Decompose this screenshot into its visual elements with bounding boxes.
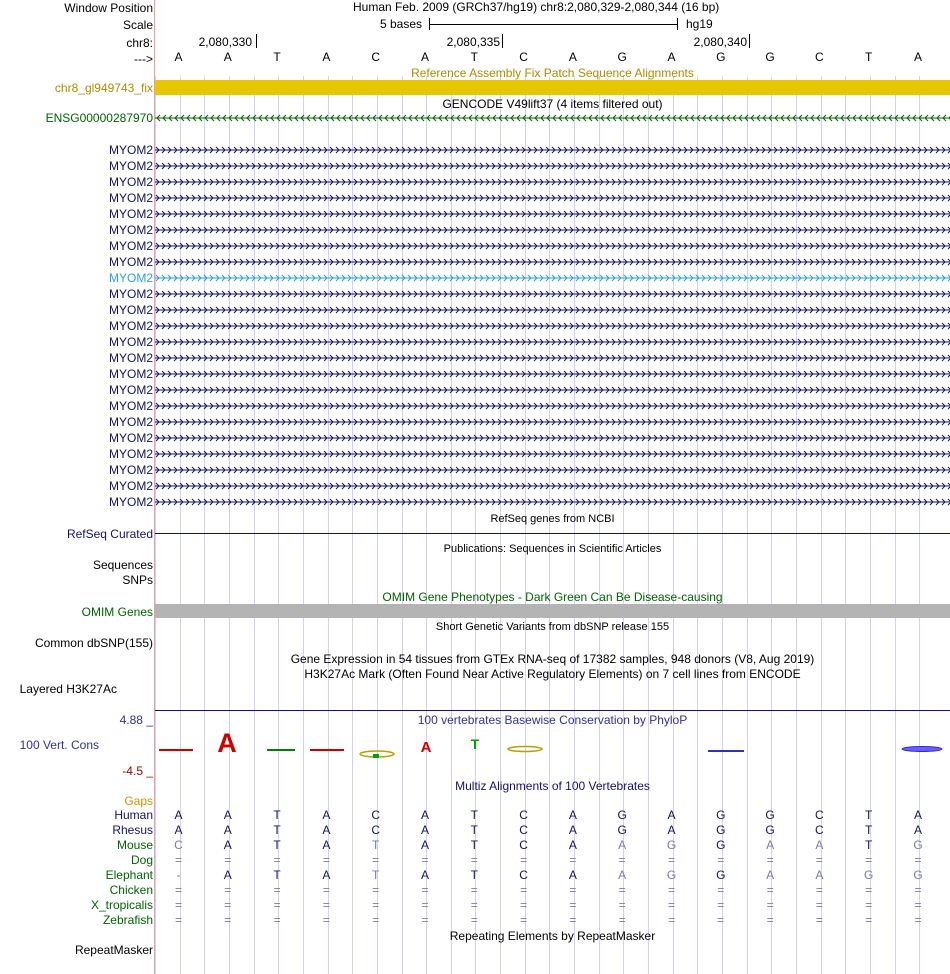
dbsnp-title: Short Genetic Variants from dbSNP release 155	[435, 621, 670, 633]
alignment-base: =	[520, 853, 528, 867]
alignment-base: C	[174, 838, 183, 852]
alignment-base: A	[568, 838, 577, 852]
alignment-base: =	[470, 883, 478, 897]
alignment-base: =	[569, 898, 577, 912]
alignment-base: A	[174, 823, 183, 837]
myom2-feature[interactable]	[155, 367, 950, 381]
alignment-base: =	[667, 898, 675, 912]
alignment-base: G	[864, 868, 874, 882]
phylop-letter-2: A	[217, 730, 237, 758]
myom2-label[interactable]: MYOM2	[108, 191, 153, 205]
myom2-feature[interactable]	[155, 207, 950, 221]
alignment-base: G	[716, 808, 726, 822]
myom2-label[interactable]: MYOM2	[108, 255, 153, 269]
alignment-base: =	[520, 898, 528, 912]
refseq-feature-line[interactable]	[155, 533, 950, 534]
alignment-base: =	[815, 898, 823, 912]
myom2-feature[interactable]	[155, 191, 950, 205]
alignment-base: G	[666, 838, 677, 852]
species-label[interactable]: Human	[114, 808, 153, 822]
reference-base: A	[322, 50, 331, 64]
alignment-base: =	[914, 853, 922, 867]
myom2-feature[interactable]	[155, 271, 950, 285]
alignment-base: =	[224, 913, 232, 927]
alignment-base: C	[815, 823, 824, 837]
alignment-base: A	[420, 868, 429, 882]
window-position-text: Human Feb. 2009 (GRCh37/hg19) chr8:2,080,329-2,080,344 (16 bp)	[353, 0, 720, 14]
alignment-base: T	[865, 808, 873, 822]
repeatmasker-label[interactable]: RepeatMasker	[74, 943, 153, 957]
dbsnp-label[interactable]: Common dbSNP(155)	[34, 636, 153, 650]
myom2-label[interactable]: MYOM2	[108, 319, 153, 333]
myom2-label[interactable]: MYOM2	[108, 495, 153, 509]
myom2-label[interactable]: MYOM2	[108, 431, 153, 445]
alignment-base: =	[569, 853, 577, 867]
alignment-base: -	[176, 868, 181, 882]
phylop-label[interactable]: 100 Vert. Cons	[19, 738, 99, 752]
myom2-feature[interactable]	[155, 255, 950, 269]
alignment-base: =	[717, 853, 725, 867]
phylop-bar-4	[310, 749, 344, 751]
gtex-title: Gene Expression in 54 tissues from GTEx RNA-seq of 17382 samples, 948 donors (V8, Aug 2019)	[290, 652, 815, 666]
reference-base: G	[765, 50, 775, 64]
multiz-title: Multiz Alignments of 100 Vertebrates	[455, 779, 650, 793]
myom2-label[interactable]: MYOM2	[108, 399, 153, 413]
phylop-min-label: -4.5 _	[122, 764, 153, 778]
alignment-base: T	[372, 868, 380, 882]
myom2-label[interactable]: MYOM2	[108, 175, 153, 189]
alignment-base: =	[273, 913, 281, 927]
reference-base: T	[470, 50, 478, 64]
track-label-column	[0, 0, 153, 974]
alignment-base: G	[666, 868, 677, 882]
myom2-label[interactable]: MYOM2	[108, 239, 153, 253]
myom2-label[interactable]: MYOM2	[108, 415, 153, 429]
myom2-feature[interactable]	[155, 175, 950, 189]
myom2-feature[interactable]	[155, 431, 950, 445]
reference-base: A	[568, 50, 577, 64]
reference-base: G	[716, 50, 726, 64]
alignment-base: =	[667, 853, 675, 867]
myom2-feature[interactable]	[155, 143, 950, 157]
alignment-base: A	[766, 868, 775, 882]
alignment-base: T	[273, 868, 281, 882]
alignment-base: T	[470, 838, 478, 852]
fix-patch-label[interactable]: chr8_gl949743_fix	[54, 81, 153, 95]
omim-bar[interactable]	[155, 604, 950, 618]
refseq-title: RefSeq genes from NCBI	[490, 513, 615, 525]
reference-base: A	[174, 50, 183, 64]
alignment-base: C	[519, 823, 528, 837]
myom2-feature[interactable]	[155, 351, 950, 365]
alignment-base: =	[372, 898, 380, 912]
alignment-base: A	[913, 823, 922, 837]
alignment-base: =	[470, 913, 478, 927]
reference-base: A	[667, 50, 676, 64]
phylop-bar-5b	[373, 754, 379, 758]
alignment-base: G	[913, 868, 923, 882]
reference-base: C	[815, 50, 824, 64]
alignment-base: =	[421, 898, 429, 912]
phylop-bar-3	[267, 749, 295, 751]
alignment-base: T	[273, 808, 281, 822]
alignment-base: =	[766, 898, 774, 912]
myom2-feature[interactable]	[155, 287, 950, 301]
alignment-base: G	[617, 823, 627, 837]
alignment-base: C	[815, 808, 824, 822]
alignment-base: =	[865, 913, 873, 927]
alignment-base: A	[322, 823, 331, 837]
alignment-base: A	[223, 808, 232, 822]
alignment-base: G	[716, 823, 726, 837]
omim-label[interactable]: OMIM Genes	[81, 605, 153, 619]
phylop-letter-7: T	[470, 736, 480, 752]
alignment-base: T	[273, 838, 281, 852]
alignment-base: A	[322, 808, 331, 822]
reference-base: T	[865, 50, 873, 64]
reference-base: G	[617, 50, 627, 64]
position-tick-mark-2	[502, 34, 503, 48]
myom2-label[interactable]: MYOM2	[108, 207, 153, 221]
phylop-letter-8	[508, 747, 542, 752]
alignment-base: A	[568, 808, 577, 822]
alignment-base: =	[815, 853, 823, 867]
alignment-base: =	[914, 913, 922, 927]
alignment-base: =	[421, 853, 429, 867]
fix-patch-title: Reference Assembly Fix Patch Sequence Alignments	[411, 66, 694, 80]
myom2-label[interactable]: MYOM2	[108, 351, 153, 365]
alignment-base: T	[470, 808, 478, 822]
alignment-base: A	[223, 838, 232, 852]
alignment-base: A	[667, 823, 676, 837]
alignment-base: G	[765, 808, 775, 822]
alignment-base: =	[667, 883, 675, 897]
alignment-base: T	[470, 868, 478, 882]
myom2-label[interactable]: MYOM2	[108, 463, 153, 477]
alignment-base: G	[765, 823, 775, 837]
alignment-base: =	[224, 898, 232, 912]
strand-label: --->	[134, 52, 153, 66]
reference-base: C	[519, 50, 528, 64]
alignment-base: A	[568, 823, 577, 837]
alignment-base: =	[717, 898, 725, 912]
pubs-title: Publications: Sequences in Scientific Articles	[443, 543, 662, 555]
alignment-base: C	[519, 868, 528, 882]
alignment-base: =	[865, 853, 873, 867]
species-label[interactable]: Elephant	[105, 868, 153, 882]
alignment-base: =	[569, 913, 577, 927]
alignment-base: =	[372, 883, 380, 897]
alignment-base: A	[223, 868, 232, 882]
reference-base: A	[420, 50, 429, 64]
alignment-base: A	[322, 838, 331, 852]
reference-base: A	[223, 50, 232, 64]
alignment-base: =	[470, 898, 478, 912]
repeatmasker-title: Repeating Elements by RepeatMasker	[449, 929, 656, 943]
alignment-base: A	[420, 838, 429, 852]
scale-bar	[429, 18, 678, 30]
alignment-base: =	[421, 913, 429, 927]
alignment-base: C	[519, 808, 528, 822]
alignment-base: G	[716, 868, 726, 882]
phylop-title: 100 vertebrates Basewise Conservation by PhyloP	[417, 713, 688, 727]
reference-base: C	[371, 50, 381, 64]
scale-text: 5 bases	[380, 17, 423, 31]
alignment-base: A	[420, 823, 429, 837]
myom2-feature[interactable]	[155, 159, 950, 173]
species-label[interactable]: Zebrafish	[102, 913, 153, 927]
ensg-feature[interactable]	[155, 111, 950, 125]
alignment-base: =	[224, 853, 232, 867]
alignment-base: =	[815, 883, 823, 897]
alignment-base: T	[273, 823, 281, 837]
alignment-base: G	[617, 808, 627, 822]
chrom-label: chr8:	[126, 36, 153, 50]
alignment-base: =	[865, 883, 873, 897]
myom2-feature[interactable]	[155, 303, 950, 317]
alignment-base: A	[322, 868, 331, 882]
alignment-base: =	[273, 898, 281, 912]
window-position-label: Window Position	[64, 1, 153, 15]
alignment-base: =	[766, 853, 774, 867]
alignment-base: =	[174, 853, 182, 867]
myom2-label[interactable]: MYOM2	[108, 287, 153, 301]
position-tick-3: 2,080,340	[693, 35, 747, 49]
species-label[interactable]: Mouse	[116, 838, 153, 852]
alignment-base: A	[618, 868, 627, 882]
position-tick-mark-3	[749, 34, 750, 48]
position-tick-2: 2,080,335	[446, 35, 500, 49]
alignment-base: =	[618, 853, 626, 867]
alignment-base: =	[322, 853, 330, 867]
myom2-feature[interactable]	[155, 447, 950, 461]
alignment-base: =	[815, 913, 823, 927]
myom2-feature[interactable]	[155, 479, 950, 493]
myom2-feature[interactable]	[155, 239, 950, 253]
alignment-base: A	[174, 808, 183, 822]
alignment-base: =	[569, 883, 577, 897]
myom2-feature[interactable]	[155, 399, 950, 413]
species-label[interactable]: X_tropicalis	[90, 898, 153, 912]
h3k27ac-title: H3K27Ac Mark (Often Found Near Active Regulatory Elements) on 7 cell lines from ENCODE	[304, 667, 801, 681]
myom2-label[interactable]: MYOM2	[108, 447, 153, 461]
myom2-label[interactable]: MYOM2	[108, 367, 153, 381]
myom2-feature[interactable]	[155, 319, 950, 333]
alignment-base: =	[421, 883, 429, 897]
species-label[interactable]: Chicken	[109, 883, 153, 897]
alignment-base: =	[224, 883, 232, 897]
h3k27ac-label[interactable]: Layered H3K27Ac	[19, 682, 117, 696]
alignment-base: T	[372, 838, 380, 852]
phylop-max-label: 4.88 _	[119, 713, 153, 727]
refseq-label[interactable]: RefSeq Curated	[66, 527, 153, 541]
myom2-label[interactable]: MYOM2	[108, 303, 153, 317]
myom2-feature[interactable]	[155, 223, 950, 237]
alignment-base: =	[914, 883, 922, 897]
alignment-base: A	[223, 823, 232, 837]
ensg-arrow-line	[155, 111, 950, 125]
alignment-base: A	[667, 808, 676, 822]
alignment-base: T	[865, 823, 873, 837]
myom2-label[interactable]: MYOM2	[108, 479, 153, 493]
phylop-letter-6: A	[420, 739, 432, 756]
alignment-base: =	[174, 898, 182, 912]
phylop-letter-16	[902, 747, 942, 752]
pubs-sequences-label[interactable]: Sequences	[92, 558, 153, 572]
myom2-feature[interactable]	[155, 495, 950, 509]
assembly-label: hg19	[686, 17, 713, 31]
alignment-base: =	[618, 883, 626, 897]
alignment-base: A	[420, 808, 429, 822]
myom2-label[interactable]: MYOM2	[108, 383, 153, 397]
alignment-base: =	[865, 898, 873, 912]
myom2-feature[interactable]	[155, 463, 950, 477]
alignment-base: A	[815, 838, 824, 852]
alignment-base: A	[618, 838, 627, 852]
gaps-label[interactable]: Gaps	[124, 794, 153, 808]
scale-label: Scale	[122, 18, 153, 32]
alignment-base: =	[618, 898, 626, 912]
alignment-base: =	[667, 913, 675, 927]
species-label[interactable]: Rhesus	[112, 823, 153, 837]
alignment-base: =	[766, 883, 774, 897]
alignment-base: C	[371, 808, 381, 822]
alignment-base: =	[766, 913, 774, 927]
alignment-base: C	[519, 838, 528, 852]
alignment-base: G	[913, 838, 923, 852]
species-label[interactable]: Dog	[130, 853, 153, 867]
myom2-label[interactable]: MYOM2	[108, 143, 153, 157]
alignment-base: =	[322, 883, 330, 897]
pubs-snps-label[interactable]: SNPs	[122, 573, 153, 587]
alignment-base: A	[568, 868, 577, 882]
phylop-bar-12	[708, 750, 744, 752]
position-tick-mark-1	[256, 34, 257, 48]
alignment-base: =	[520, 883, 528, 897]
myom2-feature[interactable]	[155, 383, 950, 397]
alignment-base: =	[322, 913, 330, 927]
alignment-base: =	[273, 853, 281, 867]
alignment-base: A	[766, 838, 775, 852]
reference-base: T	[273, 50, 281, 64]
alignment-base: T	[470, 823, 478, 837]
alignment-base: =	[273, 883, 281, 897]
alignment-base: A	[913, 808, 922, 822]
alignment-base: =	[520, 913, 528, 927]
myom2-feature[interactable]	[155, 335, 950, 349]
alignment-base: =	[914, 898, 922, 912]
alignment-base: =	[470, 853, 478, 867]
phylop-logo[interactable]	[155, 730, 950, 762]
reference-base: A	[913, 50, 922, 64]
gencode-title: GENCODE V49lift37 (4 items filtered out)	[442, 97, 663, 111]
myom2-label[interactable]: MYOM2	[108, 159, 153, 173]
myom2-label[interactable]: MYOM2	[108, 271, 153, 285]
myom2-label[interactable]: MYOM2	[108, 335, 153, 349]
alignment-base: =	[174, 883, 182, 897]
alignment-base: =	[372, 913, 380, 927]
alignment-base: C	[371, 823, 381, 837]
alignment-base: =	[717, 883, 725, 897]
fix-patch-bar[interactable]	[155, 80, 950, 95]
myom2-feature[interactable]	[155, 415, 950, 429]
omim-title: OMIM Gene Phenotypes - Dark Green Can Be Disease-causing	[382, 590, 723, 604]
track-image[interactable]	[155, 0, 950, 974]
position-tick-1: 2,080,330	[198, 35, 252, 49]
alignment-base: =	[174, 913, 182, 927]
alignment-base: T	[865, 838, 873, 852]
alignment-base: =	[618, 913, 626, 927]
phylop-bar-1	[159, 749, 193, 751]
ensg-label[interactable]: ENSG00000287970	[45, 111, 153, 125]
myom2-label[interactable]: MYOM2	[108, 223, 153, 237]
alignment-base: A	[815, 868, 824, 882]
alignment-base: G	[716, 838, 726, 852]
alignment-base: =	[717, 913, 725, 927]
alignment-base: =	[372, 853, 380, 867]
alignment-base: =	[322, 898, 330, 912]
h3k27ac-baseline	[155, 710, 950, 711]
